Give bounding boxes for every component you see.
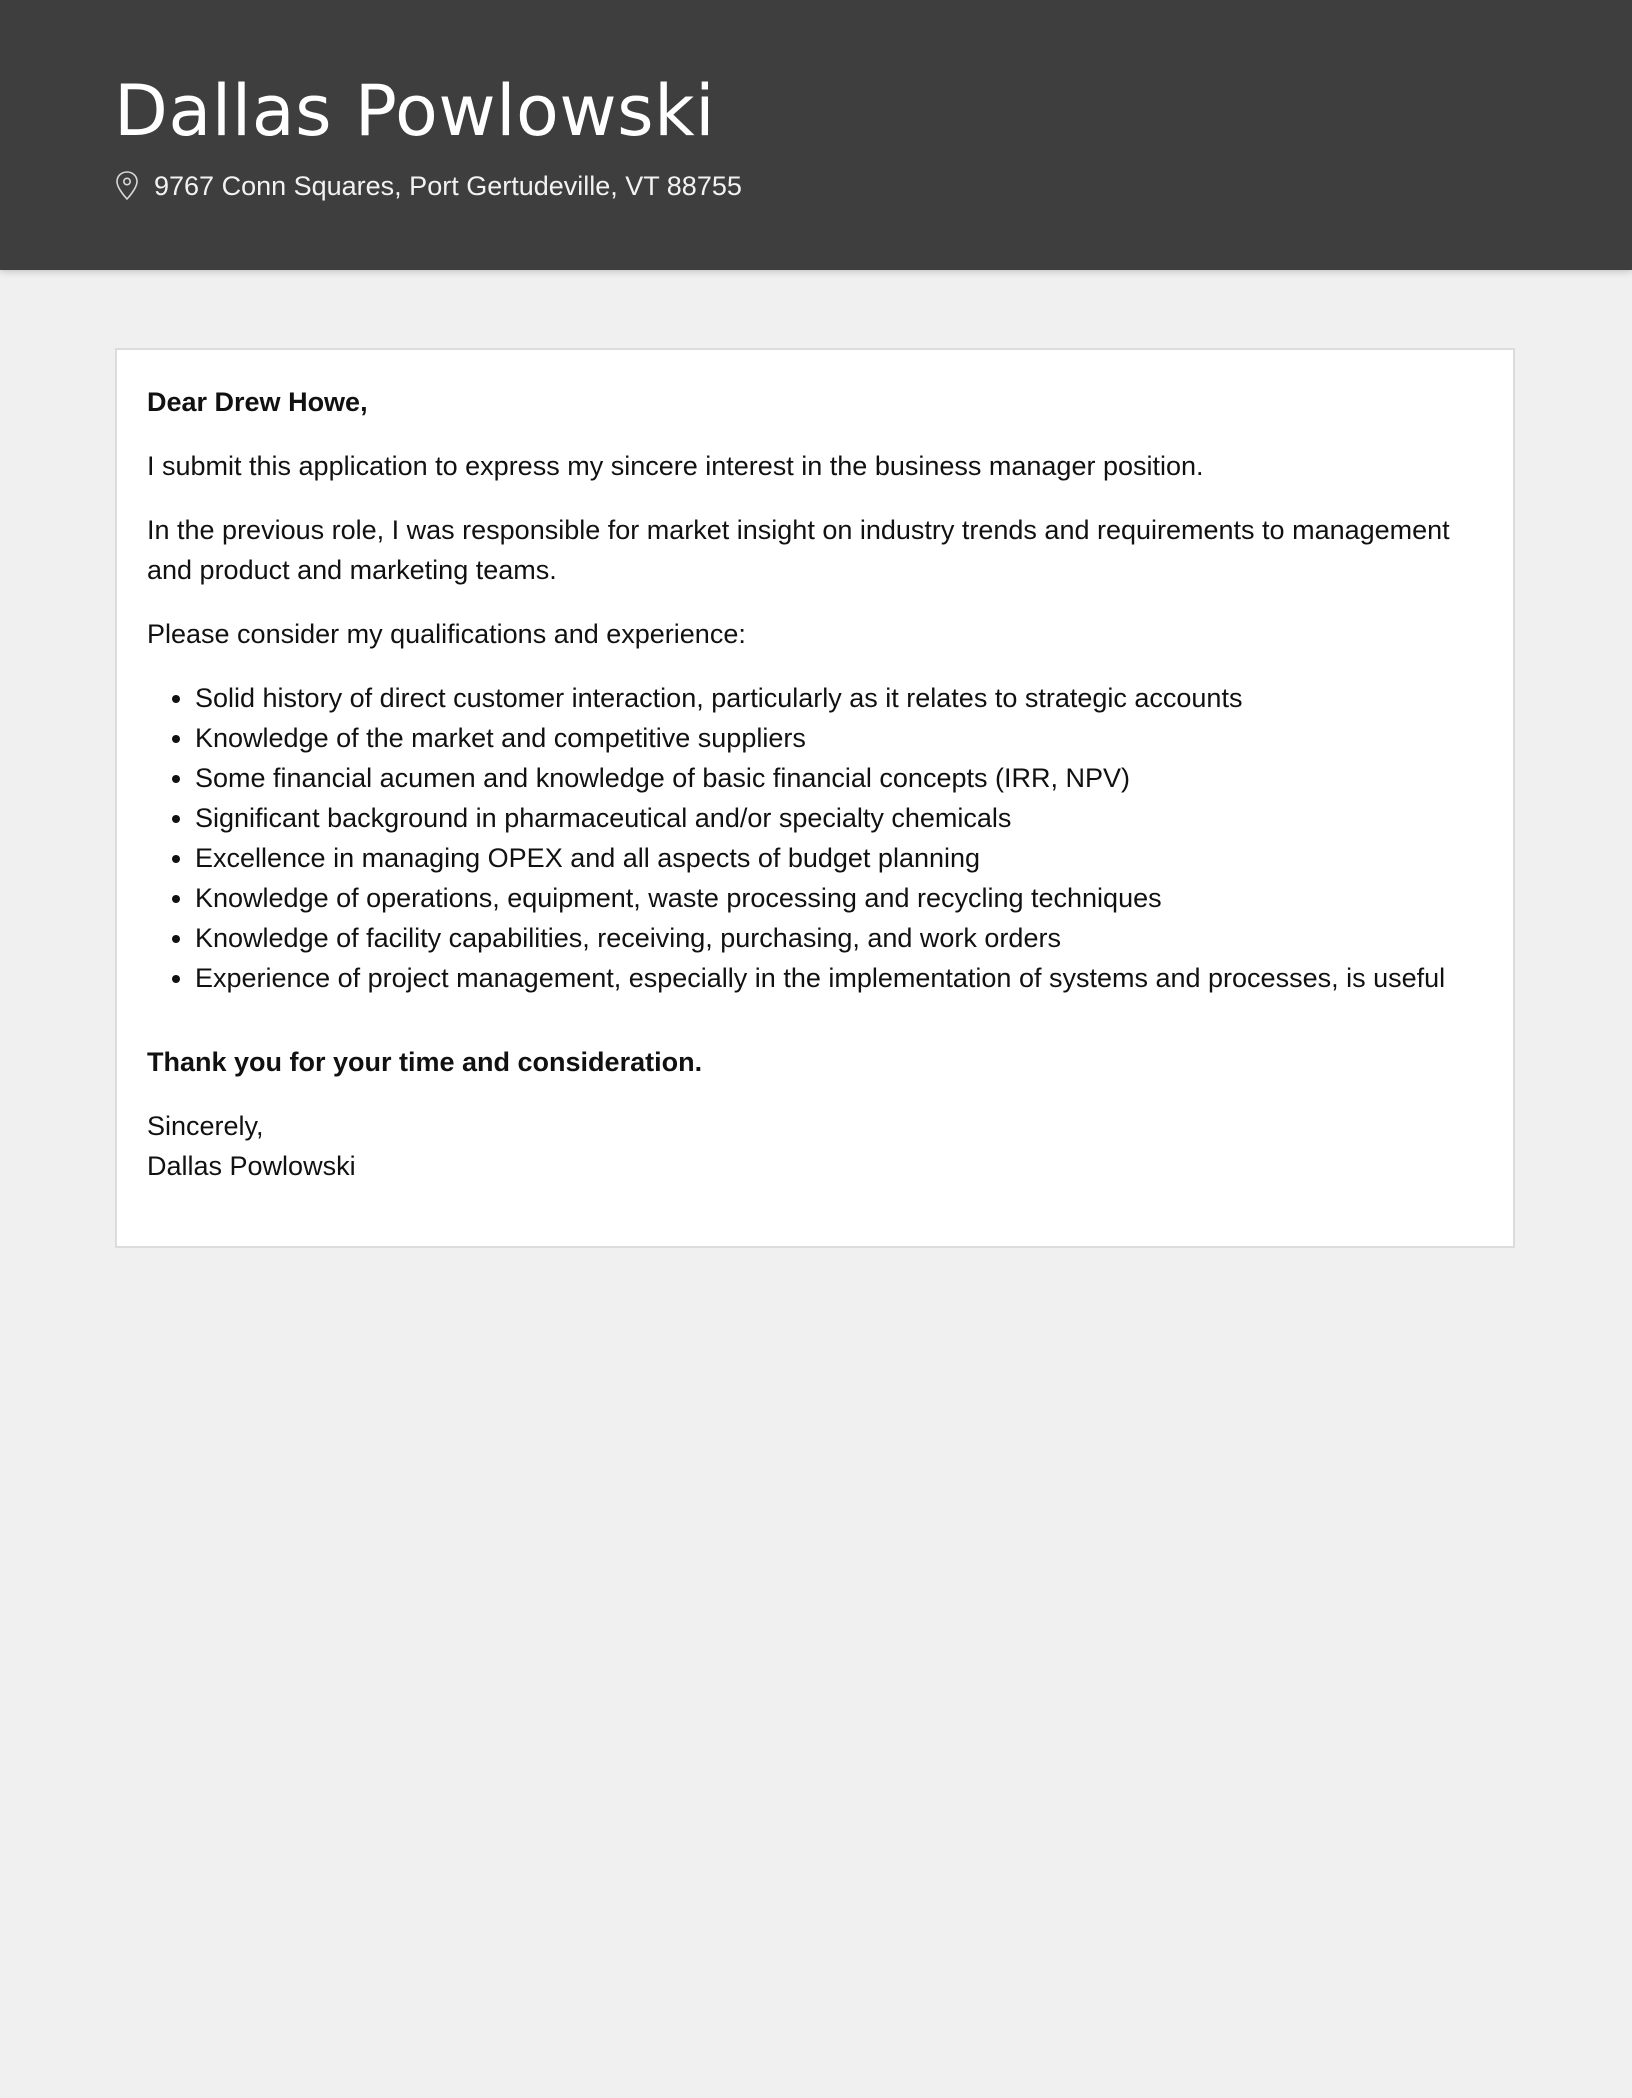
qualifications-intro: Please consider my qualifications and experience: — [147, 619, 746, 649]
applicant-address — [114, 166, 742, 206]
list-item: • Solid history of direct customer interaction, particularly as it relates to strategic accounts — [195, 678, 1483, 718]
salutation: Dear Drew Howe, — [147, 387, 368, 417]
signature-name: Dallas Powlowski — [147, 1151, 356, 1181]
applicant-name: Dallas Powlowski — [114, 70, 716, 152]
list-item: • Experience of project management, especially in the implementation of systems and processes, is useful — [195, 958, 1483, 998]
qualifications-list — [147, 678, 1483, 998]
previous-role-paragraph: In the previous role, I was responsible for market insight on industry trends and requirements to management and product and marketing teams. — [147, 515, 1450, 585]
map-pin-icon — [114, 170, 140, 202]
list-item: • Excellence in managing OPEX and all aspects of budget planning — [195, 838, 1483, 878]
list-item: • Significant background in pharmaceutical and/or specialty chemicals — [195, 798, 1483, 838]
address-text: 9767 Conn Squares, Port Gertudeville, VT 88755 — [154, 170, 742, 201]
signoff: Sincerely, — [147, 1111, 264, 1141]
list-item: • Some financial acumen and knowledge of basic financial concepts (IRR, NPV) — [195, 758, 1483, 798]
cover-letter — [115, 348, 1515, 1248]
closing-line: Thank you for your time and consideration. — [147, 1047, 703, 1077]
intro-paragraph: I submit this application to express my sincere interest in the business manager position. — [147, 451, 1204, 481]
list-item: • Knowledge of the market and competitive suppliers — [195, 718, 1483, 758]
list-item: • Knowledge of facility capabilities, receiving, purchasing, and work orders — [195, 918, 1483, 958]
list-item: • Knowledge of operations, equipment, waste processing and recycling techniques — [195, 878, 1483, 918]
page-header — [0, 0, 1632, 270]
